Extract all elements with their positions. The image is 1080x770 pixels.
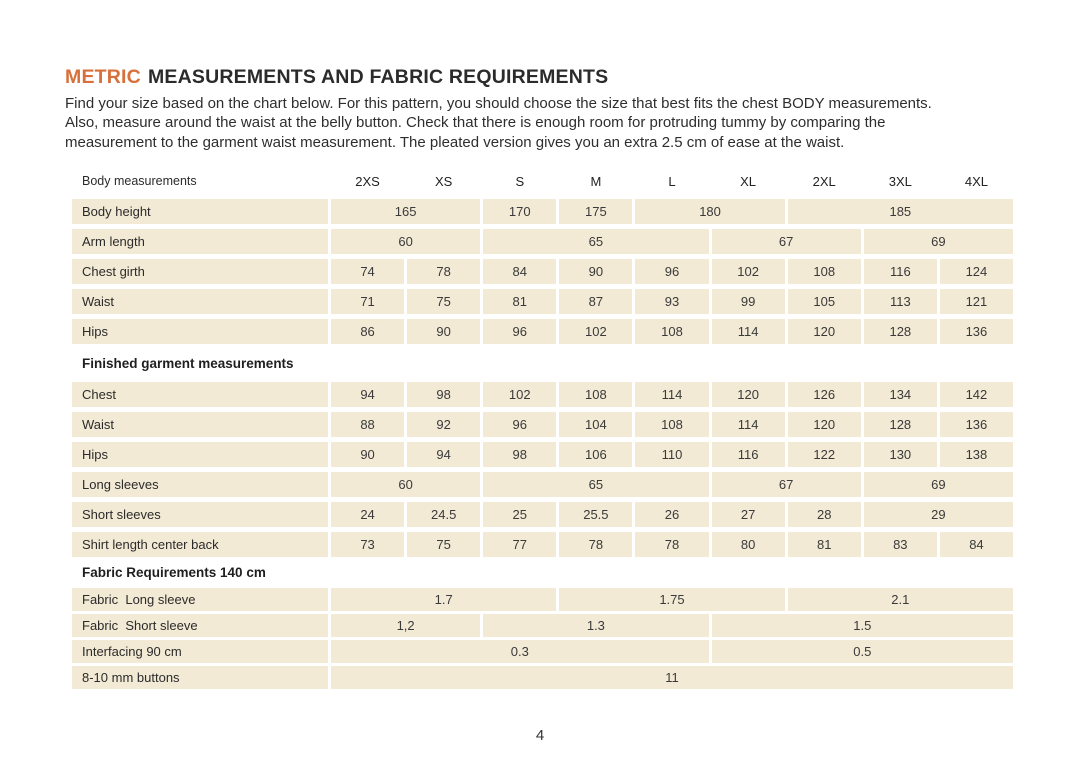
value-cell: 114 [712,412,785,437]
row-label: Waist [72,289,328,314]
value-cell: 121 [940,289,1013,314]
value-cell: 126 [788,382,861,407]
value-cell: 75 [407,289,480,314]
value-cell: 81 [483,289,556,314]
size-column-header: 2XL [812,173,836,189]
corner-label: Body measurements [82,174,197,189]
value-cell: 74 [331,259,404,284]
value-cell: 90 [331,442,404,467]
value-cell: 93 [635,289,708,314]
intro-line: Find your size based on the chart below. For this pattern, you should choose the size that best fits the chest BODY measurements. [65,95,932,112]
measurement-table [72,173,1013,689]
size-column-header: L [668,173,676,189]
table-header-row [72,173,1013,190]
value-cell: 134 [864,382,937,407]
value-cell: 180 [635,199,784,224]
value-cell: 78 [407,259,480,284]
value-cell: 108 [635,412,708,437]
page-footer [0,727,1080,745]
value-cell: 11 [331,666,1013,689]
value-cell: 102 [712,259,785,284]
value-cell: 90 [559,259,632,284]
value-cell: 80 [712,532,785,557]
value-cell: 128 [864,412,937,437]
section-heading: Fabric Requirements 140 cm [82,564,266,580]
table-row [72,532,1013,557]
value-cell: 1.75 [559,588,784,611]
value-cell: 0.5 [712,640,1013,663]
value-cell: 84 [483,259,556,284]
value-cell: 73 [331,532,404,557]
table-row [72,640,1013,663]
table-row [72,502,1013,527]
value-cell: 69 [864,229,1013,254]
value-cell: 136 [940,412,1013,437]
value-cell: 1.3 [483,614,708,637]
value-cell: 105 [788,289,861,314]
value-cell: 108 [635,319,708,344]
value-cell: 120 [788,412,861,437]
row-label: Chest girth [72,259,328,284]
value-cell: 94 [331,382,404,407]
value-cell: 94 [407,442,480,467]
value-cell: 106 [559,442,632,467]
value-cell: 108 [559,382,632,407]
table-row [72,289,1013,314]
row-label: Waist [72,412,328,437]
intro-line: Also, measure around the waist at the belly button. Check that there is enough room for protruding tummy by comparing the [65,114,886,132]
value-cell: 1.7 [331,588,556,611]
table-row [72,472,1013,497]
value-cell: 130 [864,442,937,467]
value-cell: 88 [331,412,404,437]
value-cell: 120 [712,382,785,407]
value-cell: 0.3 [331,640,709,663]
row-label: Arm length [72,229,328,254]
title-rest: MEASUREMENTS AND FABRIC REQUIREMENTS [147,66,609,88]
value-cell: 102 [483,382,556,407]
size-column-header: 2XS [355,173,380,189]
value-cell: 110 [635,442,708,467]
value-cell: 65 [483,472,708,497]
value-cell: 25 [483,502,556,527]
value-cell: 108 [788,259,861,284]
value-cell: 99 [712,289,785,314]
row-label: Body height [72,199,328,224]
value-cell: 84 [940,532,1013,557]
value-cell: 25.5 [559,502,632,527]
value-cell: 96 [483,319,556,344]
value-cell: 67 [712,472,861,497]
row-label: Shirt length center back [72,532,328,557]
value-cell: 170 [483,199,556,224]
value-cell: 136 [940,319,1013,344]
value-cell: 81 [788,532,861,557]
value-cell: 28 [788,502,861,527]
value-cell: 24.5 [407,502,480,527]
row-label: Hips [72,319,328,344]
table-row [72,229,1013,254]
value-cell: 90 [407,319,480,344]
section-heading: Finished garment measurements [82,355,294,371]
size-column-header: XS [434,173,453,189]
value-cell: 185 [788,199,1013,224]
value-cell: 86 [331,319,404,344]
table-row [72,412,1013,437]
value-cell: 83 [864,532,937,557]
row-label: Short sleeves [72,502,328,527]
value-cell: 65 [483,229,708,254]
value-cell: 71 [331,289,404,314]
row-label: Fabric Long sleeve [72,588,328,611]
row-label: Interfacing 90 cm [72,640,328,663]
value-cell: 175 [559,199,632,224]
page-title [65,66,1015,89]
value-cell: 114 [635,382,708,407]
row-label: Hips [72,442,328,467]
value-cell: 104 [559,412,632,437]
value-cell: 27 [712,502,785,527]
table-row [72,588,1013,611]
row-label: Long sleeves [72,472,328,497]
value-cell: 96 [635,259,708,284]
value-cell: 78 [635,532,708,557]
table-row [72,614,1013,637]
page-number: 4 [535,727,545,744]
value-cell: 113 [864,289,937,314]
value-cell: 120 [788,319,861,344]
table-row [72,666,1013,689]
intro-line: measurement to the garment waist measurement. The pleated version gives you an extra 2.5 cm of ease at the waist. [65,133,845,151]
value-cell: 29 [864,502,1013,527]
value-cell: 78 [559,532,632,557]
value-cell: 69 [864,472,1013,497]
value-cell: 98 [407,382,480,407]
size-column-header: 4XL [964,173,988,189]
value-cell: 165 [331,199,480,224]
value-cell: 96 [483,412,556,437]
size-column-header: S [515,173,525,189]
value-cell: 75 [407,532,480,557]
size-column-header: XL [740,173,757,189]
value-cell: 138 [940,442,1013,467]
table-row [72,319,1013,344]
value-cell: 26 [635,502,708,527]
value-cell: 77 [483,532,556,557]
value-cell: 60 [331,229,480,254]
value-cell: 2.1 [788,588,1013,611]
table-row [72,382,1013,407]
value-cell: 67 [712,229,861,254]
value-cell: 98 [483,442,556,467]
row-label: Fabric Short sleeve [72,614,328,637]
value-cell: 124 [940,259,1013,284]
title-accent: METRIC [65,66,141,88]
value-cell: 142 [940,382,1013,407]
table-row [72,442,1013,467]
value-cell: 60 [331,472,480,497]
size-column-header: 3XL [888,173,912,189]
value-cell: 128 [864,319,937,344]
row-label: Chest [72,382,328,407]
value-cell: 114 [712,319,785,344]
table-row [72,259,1013,284]
value-cell: 24 [331,502,404,527]
size-column-header: M [590,173,602,189]
value-cell: 116 [712,442,785,467]
value-cell: 116 [864,259,937,284]
row-label: 8-10 mm buttons [72,666,328,689]
value-cell: 87 [559,289,632,314]
value-cell: 122 [788,442,861,467]
value-cell: 1.5 [712,614,1013,637]
table-row [72,199,1013,224]
value-cell: 1,2 [331,614,480,637]
value-cell: 92 [407,412,480,437]
intro-paragraph [65,94,1015,152]
value-cell: 102 [559,319,632,344]
